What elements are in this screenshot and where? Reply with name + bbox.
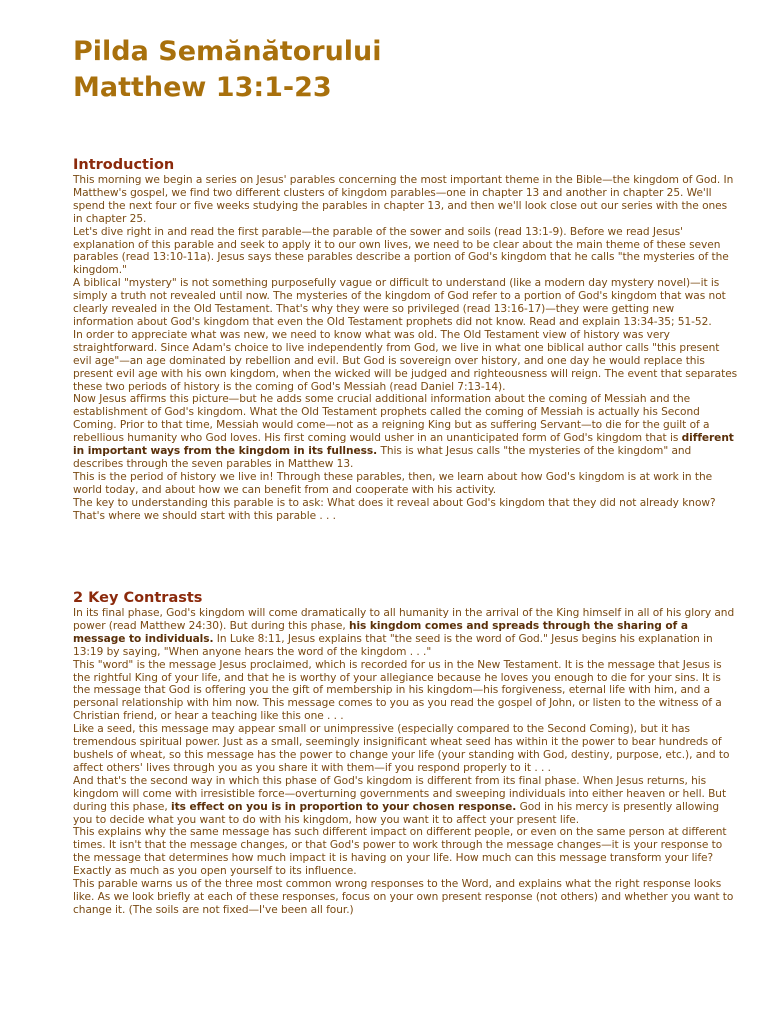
section-heading: 2 Key Contrasts [73,590,203,606]
paragraph: Let's dive right in and read the first parable—the parable of the sower and soils (read 13:1-9). Before we read Jesus' explanation of this parable and seek to apply it to our own lives, we need to be clear about the main theme of these seven parables (read 13:10-11a). Jesus says these parables describe a portion of God's kingdom that he calls "the mysteries of the kingdom." [73,225,729,277]
emphasis-text: its effect on you is in proportion to your chosen response. [171,800,517,813]
page-title-line-1: Pilda Semănătorului [73,36,382,67]
page-title [73,34,382,106]
paragraph: This "word" is the message Jesus proclaimed, which is recorded for us in the New Testament. It is the message that Jesus is the rightful King of your life, and that he is worthy of your allegiance because he loves you enough to die for your sins. It is the message that God is offering you the gift of membership in his kingdom—his forgiveness, eternal life with him, and a personal relationship with him now. This message comes to you as you read the gospel of John, or listen to the witness of a Christian friend, or hear a teaching like this one . . . [73,658,722,723]
section-introduction [73,156,738,522]
section-heading: Introduction [73,157,175,173]
section-body [73,174,738,522]
paragraph: This parable warns us of the three most common wrong responses to the Word, and explains what the right response looks like. As we look briefly at each of these responses, focus on your own present response (not others) and whether you want to change it. (The soils are not fixed—I've been all four.) [73,878,734,916]
paragraph: In order to appreciate what was new, we need to know what was old. The Old Testament view of history was very straightforward. Since Adam's choice to live independently from God, we live in what one biblical author calls "this present evil age"—an age dominated by rebellion and evil. But God is sovereign over history, and one day he would replace this present evil age with his own kingdom, when the wicked will be judged and righteousness will reign. The event that separates these two periods of history is the coming of God's Messiah (read Daniel 7:13-14). [73,328,738,393]
section-key-contrasts [73,589,738,917]
paragraph: A biblical "mystery" is not something purposefully vague or difficult to understand (like a modern day mystery novel)—it is simply a truth not revealed until now. The mysteries of the kingdom of God refer to a portion of God's kingdom that was not clearly revealed in the Old Testament. That's why they were so privileged (read 13:16-17)—they were getting new information about God's kingdom that even the Old Testament prophets did not know. Read and explain 13:34-35; 51-52. [73,277,726,328]
paragraph: This explains why the same message has such different impact on different people, or even on the same person at different times. It isn't that the message changes, or that God's power to work through the message changes—it is your response to the message that determines how much impact it is having on your life. How much can this message transform your life? Exactly as much as you open yourself to its influence. [73,826,727,878]
page-title-line-2: Matthew 13:1-23 [73,72,332,103]
paragraph: Now Jesus affirms this picture—but he adds some crucial additional information about the coming of Messiah and the establishment of God's kingdom. What the Old Testament prophets called the coming of Messiah is actually his Second Coming. Prior to that time, Messiah would come—not as a reigning King but as suffering Servant—to die for the guilt of a rebellious humanity who God loves. His first coming would usher in an unanticipated form of God's kingdom that is different in important ways from the kingdom in its fullness. This is what Jesus calls "the mysteries of the kingdom" and describes through the seven parables in Matthew 13. [73,393,734,470]
paragraph: The key to understanding this parable is to ask: What does it reveal about God's kingdom that they did not already know? That's where we should start with this parable . . . [73,496,716,522]
emphasis-text: different in important ways from the kingdom in its fullness. [73,432,734,458]
paragraph: This is the period of history we live in! Through these parables, then, we learn about how God's kingdom is at work in the world today, and about how we can benefit from and cooperate with his activity. [73,470,713,496]
emphasis-text: his kingdom comes and spreads through the sharing of a message to individuals. [73,619,688,645]
section-body [73,607,738,917]
paragraph: Like a seed, this message may appear small or unimpressive (especially compared to the Second Coming), but it has tremendous spiritual power. Just as a small, seemingly insignificant wheat seed has within it the power to bear hundreds of bushels of wheat, so this message has the power to change your life (your standing with God, destiny, purpose, etc.), and to affect others' lives through you as you share it with them—if you respond properly to it . . . [73,723,730,774]
paragraph: In its final phase, God's kingdom will come dramatically to all humanity in the arrival of the King himself in all of his glory and power (read Matthew 24:30). But during this phase, his kingdom comes and spreads through the sharing of a message to individuals. In Luke 8:11, Jesus explains that "the seed is the word of God." Jesus begins his explanation in 13:19 by saying, "When anyone hears the word of the kingdom . . ." [73,607,735,658]
paragraph: And that's the second way in which this phase of God's kingdom is different from its final phase. When Jesus returns, his kingdom will come with irresistible force—overturning governments and sweeping individuals into either heaven or hell. But during this phase, its effect on you is in proportion to your chosen response. God in his mercy is presently allowing you to decide what you want to do with his kingdom, how you want it to affect your present life. [73,774,727,826]
paragraph: This morning we begin a series on Jesus' parables concerning the most important theme in the Bible—the kingdom of God. In Matthew's gospel, we find two different clusters of kingdom parables—one in chapter 13 and another in chapter 25. We'll spend the next four or five weeks studying the parables in chapter 13, and then we'll look close out our series with the ones in chapter 25. [73,174,734,225]
